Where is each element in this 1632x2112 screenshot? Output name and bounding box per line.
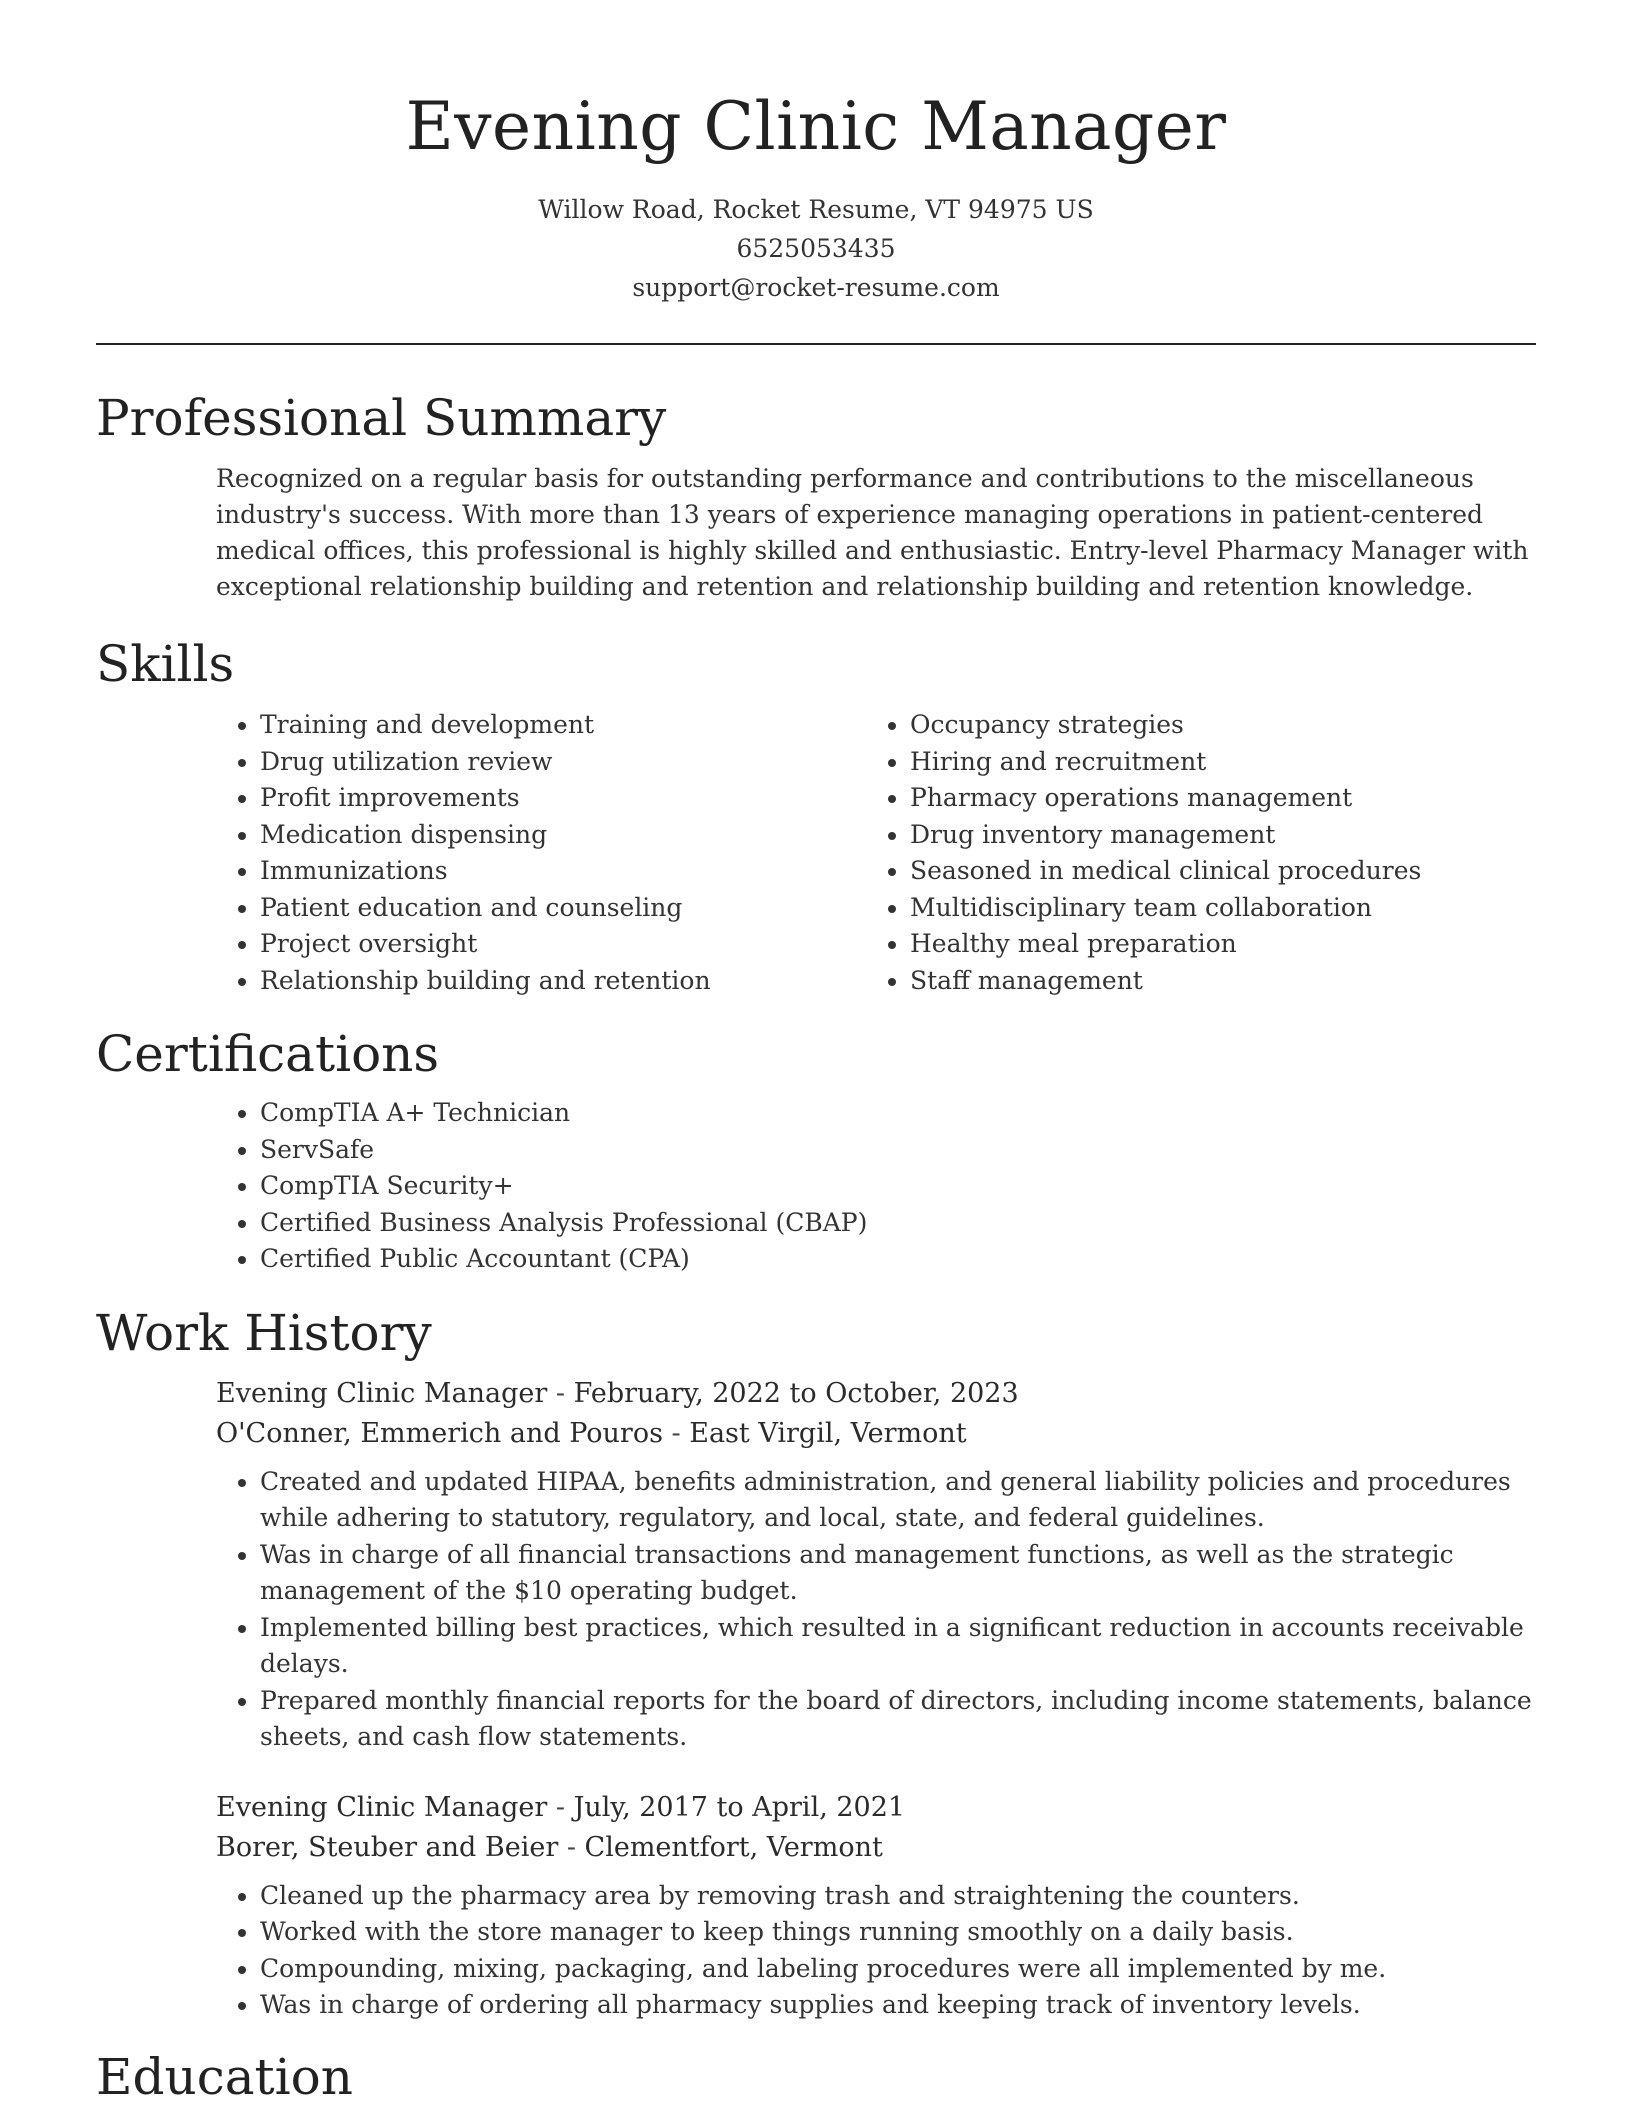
header-divider xyxy=(96,343,1536,345)
skill-item: • Project oversight xyxy=(260,926,866,963)
certifications-list xyxy=(216,1095,1536,1278)
job-company: Borer, Steuber and Beier xyxy=(216,1831,559,1863)
job-separator: - xyxy=(662,1417,690,1449)
summary-text: Recognized on a regular basis for outstanding performance and contributions to the miscellaneous industry's success. With more than 13 years of experience managing operations in patient-centered medical offices, this professional is highly skilled and enthusiastic. Entry-level Pharmacy Manager with exceptional relationship building and retention and relationship building and retention knowledge. xyxy=(216,464,1529,601)
work-title: Work History xyxy=(96,1303,432,1362)
job-bullet: • Created and updated HIPAA, benefits administration, and general liability policies and procedures while adhering to statutory, regulatory, and local, state, and federal guidelines. xyxy=(260,1464,1536,1537)
skill-item: • Staff management xyxy=(910,963,1516,1000)
certification-item: • CompTIA Security+ xyxy=(260,1168,1536,1205)
job-location: Clementfort, Vermont xyxy=(584,1831,883,1863)
skill-item: • Seasoned in medical clinical procedures xyxy=(910,853,1516,890)
job-entry xyxy=(216,1788,1536,2024)
skill-item: • Training and development xyxy=(260,707,866,744)
job-title-line xyxy=(216,1374,1536,1414)
job-separator: - xyxy=(547,1791,574,1823)
skill-item: • Drug inventory management xyxy=(910,817,1516,854)
education-title: Education xyxy=(96,2047,353,2106)
education-section xyxy=(96,2046,1536,2108)
certifications-body xyxy=(216,1095,1536,1278)
job-bullet: • Compounding, mixing, packaging, and labeling procedures were all implemented by me. xyxy=(260,1951,1536,1988)
job-bullets xyxy=(216,1878,1536,2024)
resume-page xyxy=(96,0,1536,2108)
job-bullet: • Cleaned up the pharmacy area by removing trash and straightening the counters. xyxy=(260,1878,1536,1915)
skills-list-right xyxy=(866,707,1516,999)
contact-email: support@rocket-resume.com xyxy=(632,273,1000,302)
job-title: Evening Clinic Manager xyxy=(216,1791,548,1823)
skills-column-left xyxy=(216,707,866,999)
job-bullet: • Was in charge of ordering all pharmacy supplies and keeping track of inventory levels. xyxy=(260,1987,1536,2024)
contact-address: Willow Road, Rocket Resume, VT 94975 US xyxy=(538,195,1094,224)
certification-item: • CompTIA A+ Technician xyxy=(260,1095,1536,1132)
skill-item: • Medication dispensing xyxy=(260,817,866,854)
skills-title: Skills xyxy=(96,635,235,693)
summary-title: Professional Summary xyxy=(96,389,667,447)
certification-item: • ServSafe xyxy=(260,1132,1536,1169)
job-dates: February, 2022 to October, 2023 xyxy=(573,1377,1019,1409)
skill-item: • Multidisciplinary team collaboration xyxy=(910,890,1516,927)
contact-info xyxy=(96,190,1536,307)
certification-item: • Certified Business Analysis Professional (CBAP) xyxy=(260,1205,1536,1242)
job-title: Evening Clinic Manager xyxy=(216,1377,548,1409)
contact-phone: 6525053435 xyxy=(736,234,896,263)
job-company: O'Conner, Emmerich and Pouros xyxy=(216,1417,663,1449)
job-title-line xyxy=(216,1788,1536,1828)
candidate-name: Evening Clinic Manager xyxy=(405,88,1227,165)
job-dates: July, 2017 to April, 2021 xyxy=(573,1791,906,1823)
job-separator: - xyxy=(547,1377,574,1409)
skill-item: • Pharmacy operations management xyxy=(910,780,1516,817)
job-entry xyxy=(216,1374,1536,1756)
certification-item: • Certified Public Accountant (CPA) xyxy=(260,1241,1536,1278)
skill-item: • Healthy meal preparation xyxy=(910,926,1516,963)
job-bullets xyxy=(216,1464,1536,1756)
skills-body xyxy=(216,707,1536,999)
skill-item: • Profit improvements xyxy=(260,780,866,817)
skill-item: • Drug utilization review xyxy=(260,744,866,781)
skill-item: • Immunizations xyxy=(260,853,866,890)
job-separator: - xyxy=(558,1831,585,1863)
job-bullet: • Implemented billing best practices, which resulted in a significant reduction in accounts receivable delays. xyxy=(260,1610,1536,1683)
certifications-section xyxy=(96,1023,1536,1278)
job-bullet: • Worked with the store manager to keep things running smoothly on a daily basis. xyxy=(260,1914,1536,1951)
job-company-line xyxy=(216,1828,1536,1868)
skill-item: • Occupancy strategies xyxy=(910,707,1516,744)
job-location: East Virgil, Vermont xyxy=(689,1417,967,1449)
certifications-title: Certifications xyxy=(96,1025,440,1083)
skills-section xyxy=(96,633,1536,999)
job-bullet: • Was in charge of all financial transactions and management functions, as well as the strategic management of the $10 operating budget. xyxy=(260,1537,1536,1610)
work-section xyxy=(96,1302,1536,2024)
skill-item: • Hiring and recruitment xyxy=(910,744,1516,781)
skills-list-left xyxy=(216,707,866,999)
job-bullet: • Prepared monthly financial reports for the board of directors, including income statements, balance sheets, and cash flow statements. xyxy=(260,1683,1536,1756)
skill-item: • Relationship building and retention xyxy=(260,963,866,1000)
skills-column-right xyxy=(866,707,1516,999)
skill-item: • Patient education and counseling xyxy=(260,890,866,927)
work-body xyxy=(216,1374,1536,2024)
summary-section xyxy=(96,387,1536,605)
skills-grid xyxy=(216,707,1516,999)
resume-header xyxy=(96,0,1536,307)
job-company-line xyxy=(216,1414,1536,1454)
